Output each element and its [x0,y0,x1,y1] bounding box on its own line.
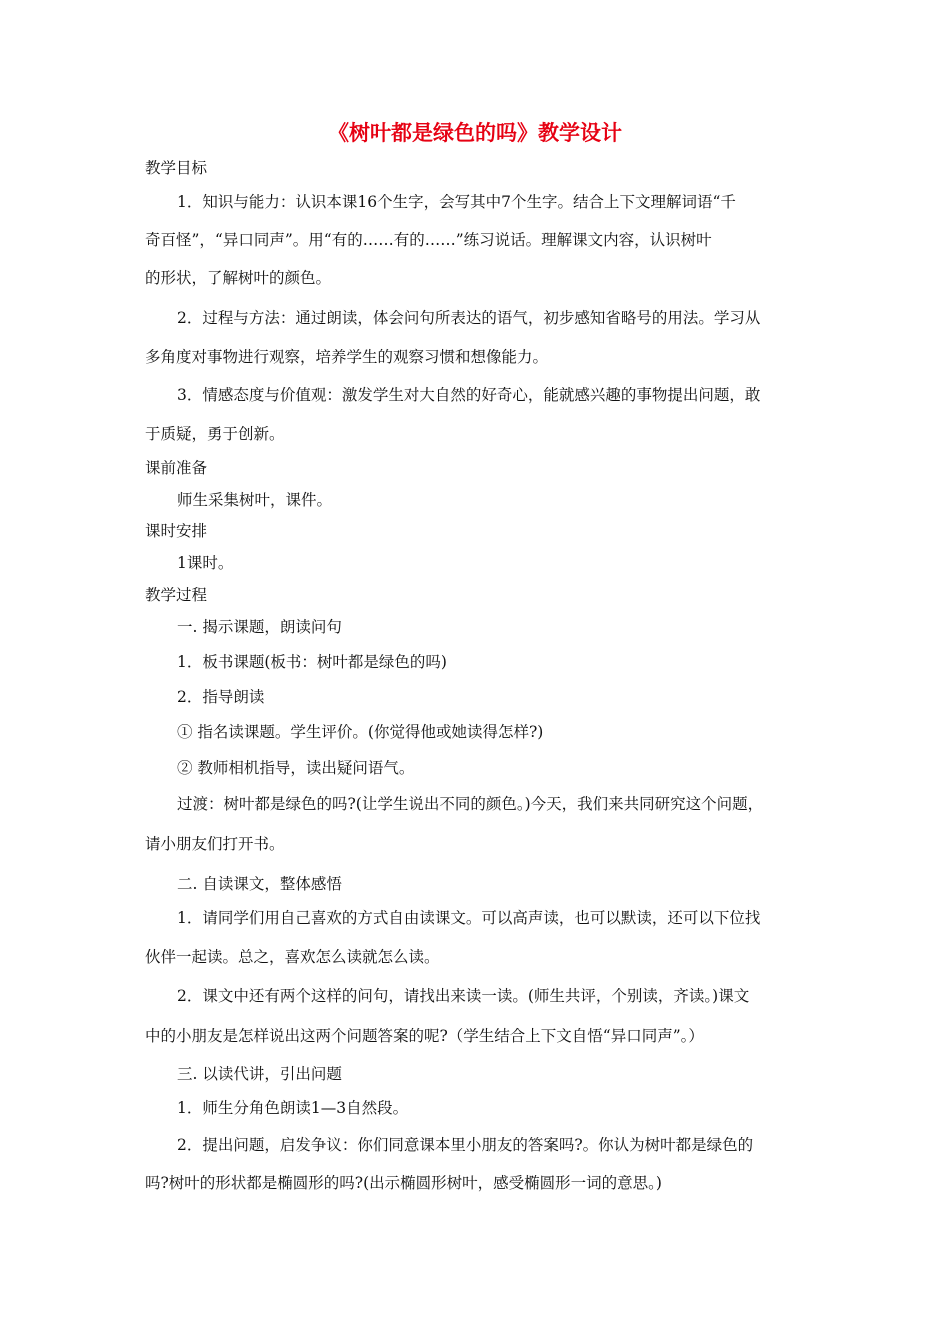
goal-3-line-1: 3．情感态度与价值观：激发学生对大自然的好奇心，能就感兴趣的事物提出问题，敢 [177,386,761,404]
step-3-heading: 三. 以读代讲，引出问题 [177,1065,342,1083]
step-3-item-2-line-1: 2．提出问题，启发争议：你们同意课本里小朋友的答案吗?。你认为树叶都是绿色的 [177,1136,754,1154]
goal-2-line-1: 2．过程与方法：通过朗读，体会问句所表达的语气，初步感知省略号的用法。学习从 [177,309,761,327]
step-2-item-1-line-1: 1．请同学们用自己喜欢的方式自由读课文。可以高声读，也可以默读，还可以下位找 [177,909,761,927]
step-2-item-1-line-2: 伙伴一起读。总之，喜欢怎么读就怎么读。 [145,948,440,966]
goal-1-line-2: 奇百怪”，“异口同声”。用“有的……有的……”练习说话。理解课文内容，认识树叶 [145,231,712,249]
section-heading-preparation: 课前准备 [145,459,208,477]
step-1-item-2: 2．指导朗读 [177,688,265,706]
step-1-item-1: 1．板书课题(板书：树叶都是绿色的吗) [177,653,447,671]
transition-line-1: 过渡：树叶都是绿色的吗?(让学生说出不同的颜色。)今天，我们来共同研究这个问题， [177,795,764,813]
schedule-text: 1课时。 [177,554,234,572]
step-2-heading: 二. 自读课文，整体感悟 [177,875,342,893]
document-title: 《树叶都是绿色的吗》教学设计 [328,121,622,145]
goal-3-line-2: 于质疑，勇于创新。 [145,425,285,443]
step-1-sub-2: ② 教师相机指导，读出疑问语气。 [177,759,415,777]
goal-2-line-2: 多角度对事物进行观察，培养学生的观察习惯和想像能力。 [145,348,549,366]
transition-line-2: 请小朋友们打开书。 [145,835,285,853]
step-2-item-2-line-2: 中的小朋友是怎样说出这两个问题答案的呢?（学生结合上下文自悟“异口同声”。） [145,1027,704,1045]
step-1-heading: 一. 揭示课题，朗读问句 [177,618,342,636]
step-3-item-2-line-2: 吗?树叶的形状都是椭圆形的吗?(出示椭圆形树叶，感受椭圆形一词的意思。) [145,1174,662,1192]
step-1-sub-1: ① 指名读课题。学生评价。(你觉得他或她读得怎样?) [177,723,544,741]
step-3-item-1: 1．师生分角色朗读1—3自然段。 [177,1099,409,1117]
section-heading-process: 教学过程 [145,586,208,604]
goal-1-line-3: 的形状，了解树叶的颜色。 [145,269,332,287]
goal-1-line-1: 1．知识与能力：认识本课16个生字，会写其中7个生字。结合上下文理解词语“千 [177,193,736,211]
preparation-text: 师生采集树叶，课件。 [177,491,333,509]
section-heading-teaching-goals: 教学目标 [145,159,208,177]
step-2-item-2-line-1: 2．课文中还有两个这样的问句，请找出来读一读。(师生共评，个别读，齐读。)课文 [177,987,750,1005]
section-heading-schedule: 课时安排 [145,522,208,540]
